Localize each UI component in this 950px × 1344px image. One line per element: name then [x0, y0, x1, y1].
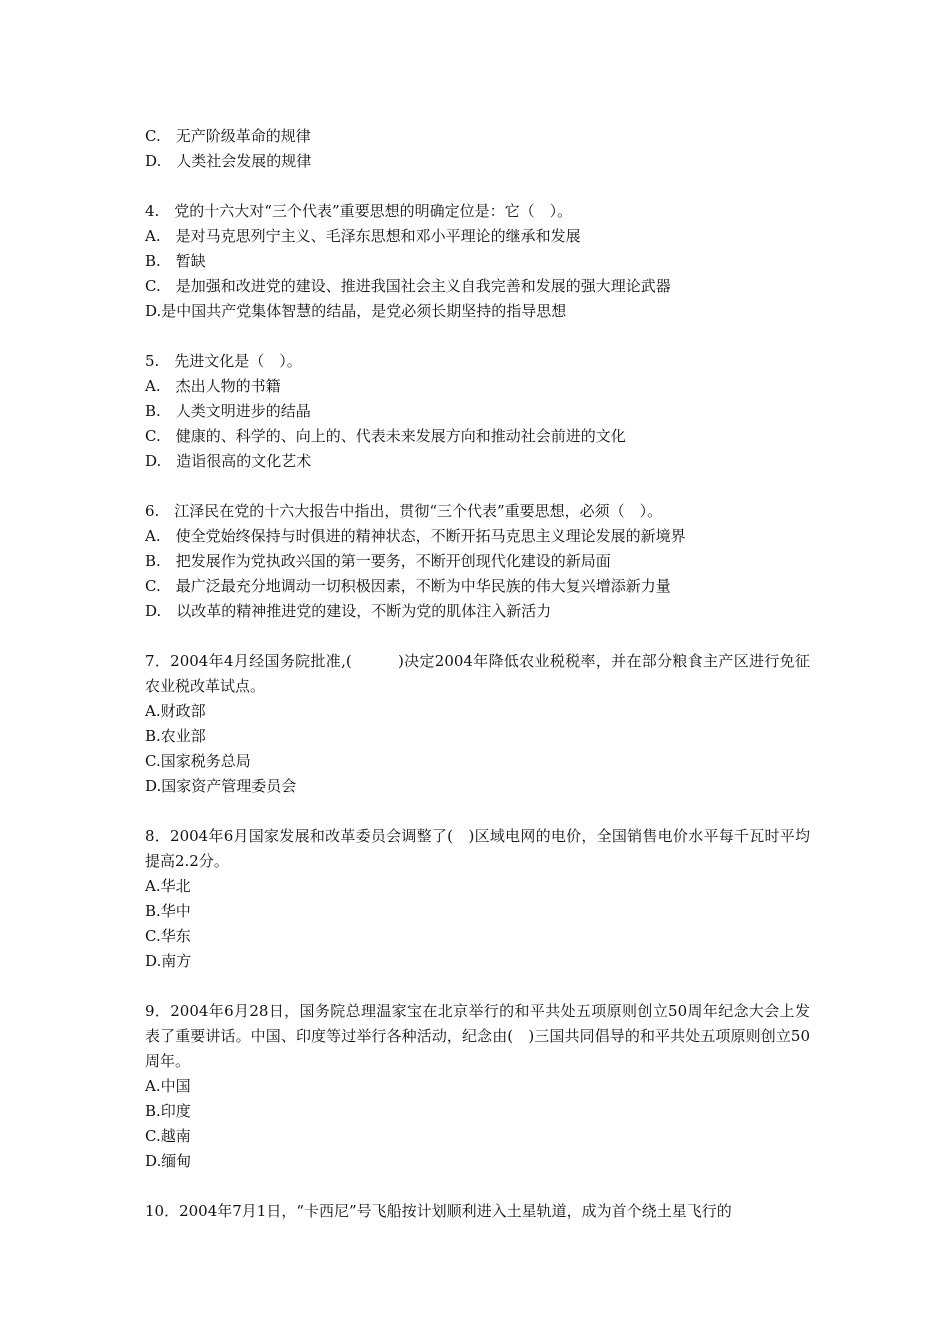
question-block — [145, 124, 810, 174]
option-a: A.华北 — [145, 877, 191, 895]
question-block — [145, 999, 810, 1174]
option-d: D.缅甸 — [145, 1152, 192, 1170]
option-c: C. 是加强和改进党的建设、推进我国社会主义自我完善和发展的强大理论武器 — [145, 277, 671, 295]
option-c: C. 健康的、科学的、向上的、代表未来发展方向和推动社会前进的文化 — [145, 427, 626, 445]
option-d: D.是中国共产党集体智慧的结晶，是党必须长期坚持的指导思想 — [145, 302, 567, 320]
question-stem: 10．2004年7月1日，“卡西尼”号飞船按计划顺利进入土星轨道，成为首个绕土星飞行的 — [145, 1202, 732, 1220]
option-d: D. 以改革的精神推进党的建设，不断为党的肌体注入新活力 — [145, 602, 552, 620]
question-block — [145, 1199, 810, 1224]
question-stem: 5. 先进文化是（ ）。 — [145, 352, 302, 370]
question-stem: 9．2004年6月28日，国务院总理温家宝在北京举行的和平共处五项原则创立50周年纪念大会上发表了重要讲话。中国、印度等过举行各种活动，纪念由( )三国共同倡导的和平共处五项原则创立50周年。 — [145, 1002, 810, 1070]
question-stem: 6. 江泽民在党的十六大报告中指出，贯彻“三个代表”重要思想，必须（ ）。 — [145, 502, 663, 520]
question-block — [145, 649, 810, 799]
question-stem: 8．2004年6月国家发展和改革委员会调整了( )区域电网的电价，全国销售电价水平每千瓦时平均提高2.2分。 — [145, 827, 810, 870]
option-d: D. 人类社会发展的规律 — [145, 152, 312, 170]
paragraph-gap — [145, 324, 810, 349]
question-block — [145, 349, 810, 474]
option-a: A.财政部 — [145, 702, 206, 720]
option-b: B.农业部 — [145, 727, 206, 745]
paragraph-gap — [145, 799, 810, 824]
option-d: D. 造诣很高的文化艺术 — [145, 452, 312, 470]
option-b: B. 把发展作为党执政兴国的第一要务，不断开创现代化建设的新局面 — [145, 552, 611, 570]
question-block — [145, 199, 810, 324]
paragraph-gap — [145, 624, 810, 649]
question-stem: 7．2004年4月经国务院批准,( )决定2004年降低农业税税率，并在部分粮食主产区进行免征农业税改革试点。 — [145, 652, 810, 695]
option-c: C. 无产阶级革命的规律 — [145, 127, 311, 145]
option-c: C.国家税务总局 — [145, 752, 251, 770]
option-c: C.华东 — [145, 927, 191, 945]
paragraph-gap — [145, 474, 810, 499]
option-b: B.印度 — [145, 1102, 191, 1120]
option-c: C. 最广泛最充分地调动一切积极因素，不断为中华民族的伟大复兴增添新力量 — [145, 577, 671, 595]
option-b: B. 人类文明进步的结晶 — [145, 402, 311, 420]
question-stem: 4. 党的十六大对“三个代表”重要思想的明确定位是：它（ ）。 — [145, 202, 573, 220]
option-a: A. 是对马克思列宁主义、毛泽东思想和邓小平理论的继承和发展 — [145, 227, 581, 245]
paragraph-gap — [145, 174, 810, 199]
option-a: A. 杰出人物的书籍 — [145, 377, 281, 395]
document-content — [145, 124, 810, 1224]
paragraph-gap — [145, 974, 810, 999]
option-b: B. 暂缺 — [145, 252, 206, 270]
option-c: C.越南 — [145, 1127, 191, 1145]
paragraph-gap — [145, 1174, 810, 1199]
option-d: D.南方 — [145, 952, 192, 970]
option-b: B.华中 — [145, 902, 191, 920]
option-a: A. 使全党始终保持与时俱进的精神状态，不断开拓马克思主义理论发展的新境界 — [145, 527, 686, 545]
option-a: A.中国 — [145, 1077, 191, 1095]
question-block — [145, 824, 810, 974]
option-d: D.国家资产管理委员会 — [145, 777, 297, 795]
question-block — [145, 499, 810, 624]
